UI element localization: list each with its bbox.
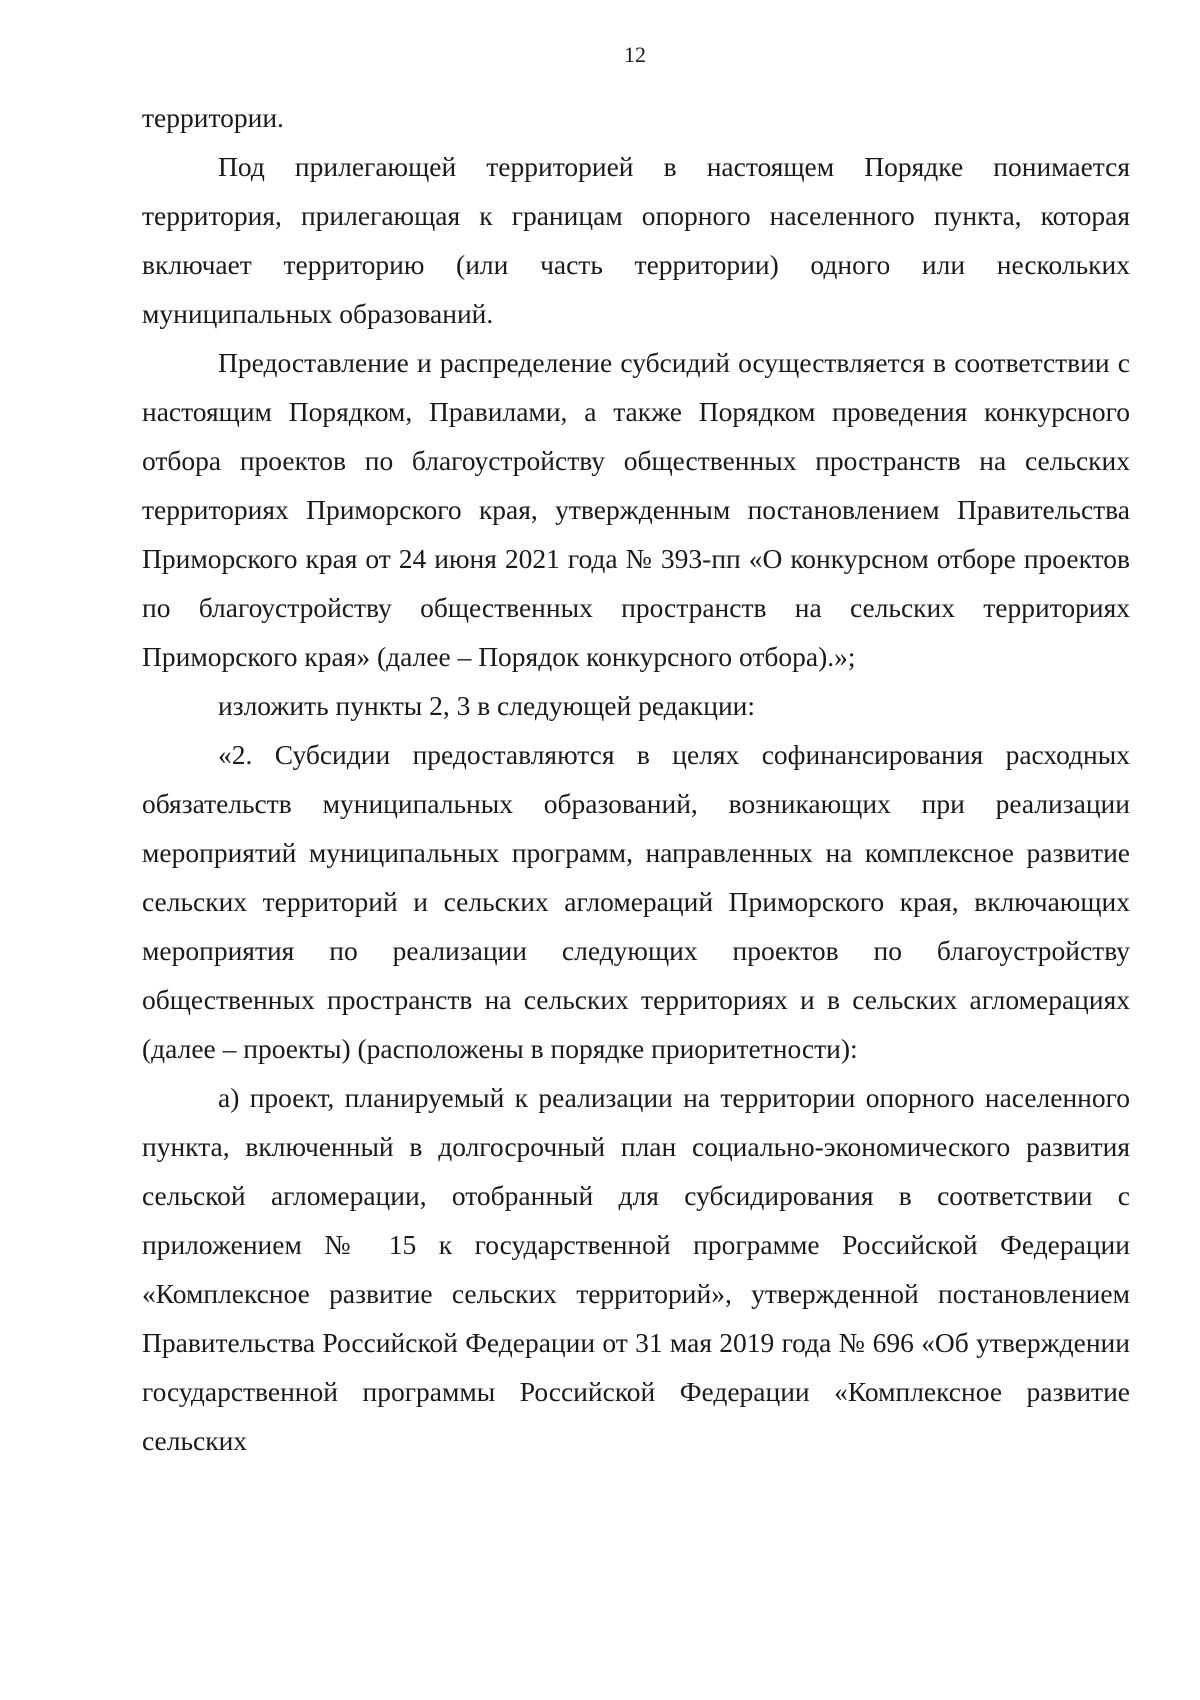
paragraph-adjacent-territory: Под прилегающей территорией в настоящем Порядке понимается территория, прилегающая к границам опорного населенного пункта, которая включает территорию (или часть территории) одного или нескольких муниципальных образований. bbox=[142, 151, 1130, 329]
paragraph-item-2a: а) проект, планируемый к реализации на территории опорного населенного пункта, включенный в долгосрочный план социально-экономического развития сельской агломерации, отобранный для субсидирования в соответствии с приложением № 15 к государственной программе Российской Федерации «Комплексное развитие сельских территорий», утвержденной постановлением Правительства Российской Федерации от 31 мая 2019 года № 696 «Об утверждении государственной программы Российской Федерации «Комплексное развитие сельских bbox=[142, 1082, 1130, 1456]
document-body bbox=[142, 93, 1130, 1465]
paragraph-amendment-instruction: изложить пункты 2, 3 в следующей редакции: bbox=[218, 690, 756, 721]
paragraph-item-2: «2. Субсидии предоставляются в целях софинансирования расходных обязательств муниципальных образований, возникающих при реализации мероприятий муниципальных программ, направленных на комплексное развитие сельских территорий и сельских агломераций Приморского края, включающих мероприятия по реализации следующих проектов по благоустройству общественных пространств на сельских территориях и в сельских агломерациях (далее – проекты) (расположены в порядке приоритетности): bbox=[142, 739, 1130, 1064]
paragraph-subsidy-distribution: Предоставление и распределение субсидий осуществляется в соответствии с настоящим Порядком, Правилами, а также Порядком проведения конкурсного отбора проектов по благоустройству общественных пространств на сельских территориях Приморского края, утвержденным постановлением Правительства Приморского края от 24 июня 2021 года № 393-пп «О конкурсном отборе проектов по благоустройству общественных пространств на сельских территориях Приморского края» (далее – Порядок конкурсного отбора).»; bbox=[142, 347, 1130, 672]
paragraph-territory-end: территории. bbox=[142, 102, 284, 133]
page-number: 12 bbox=[624, 42, 646, 67]
